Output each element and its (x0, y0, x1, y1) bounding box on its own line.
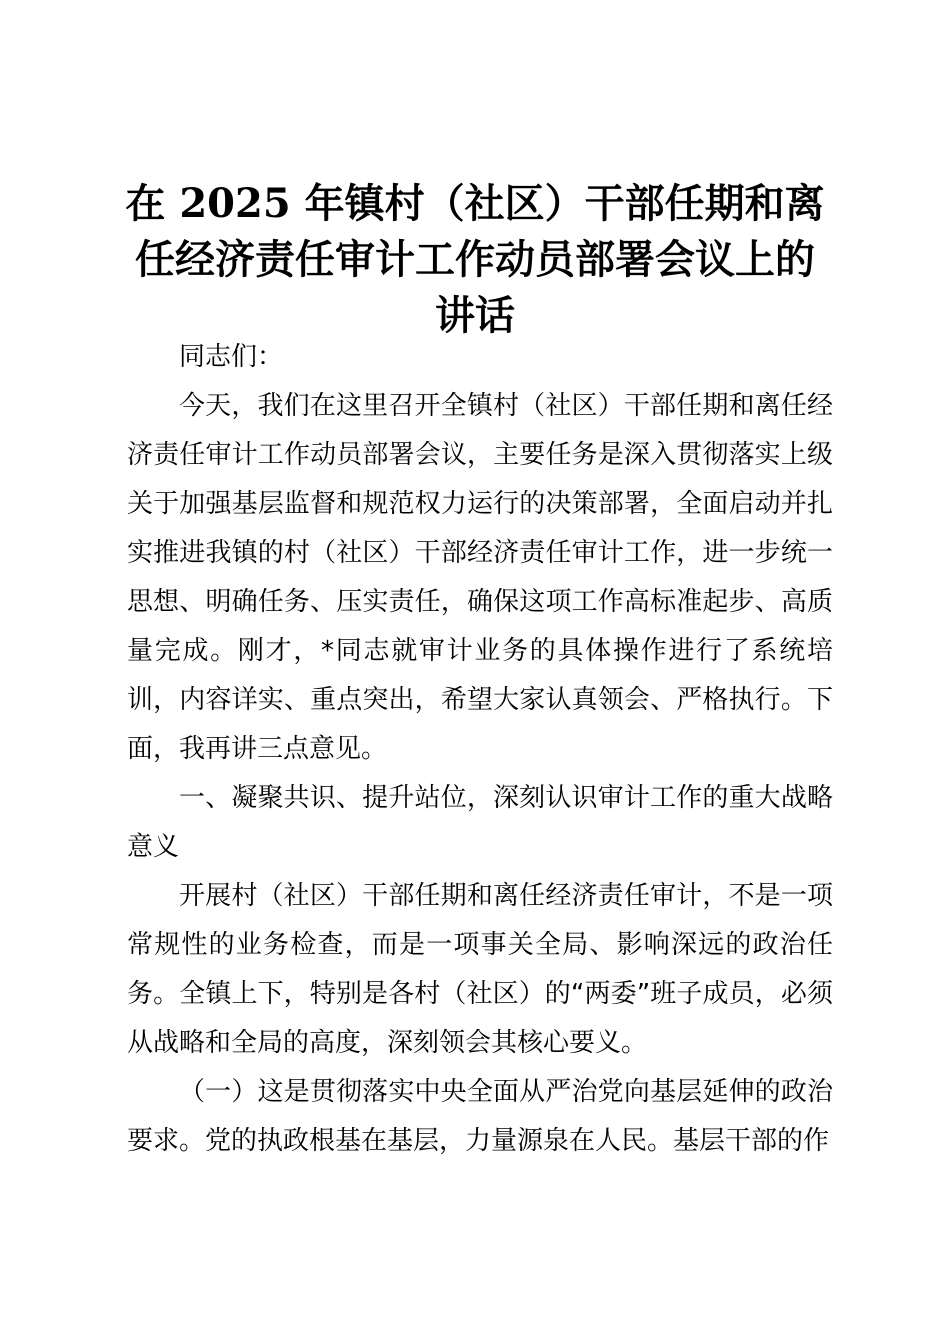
document-title: 在 2025 年镇村（社区）干部任期和离任经济责任审计工作动员部署会议上的讲话 (125, 180, 825, 339)
body-paragraph: 开展村（社区）干部任期和离任经济责任审计，不是一项常规性的业务检查，而是一项事关全局、影响深远的政治任务。全镇上下，特别是各村（社区）的“两委”班子成员，必须从战略和全局的高度，深刻领会其核心要义。 (127, 881, 833, 1058)
document-body (127, 333, 833, 1166)
intro-paragraph: 今天，我们在这里召开全镇村（社区）干部任期和离任经济责任审计工作动员部署会议，主要任务是深入贯彻落实上级关于加强基层监督和规范权力运行的决策部署，全面启动并扎实推进我镇的村（社区）干部经济责任审计工作，进一步统一思想、明确任务、压实责任，确保这项工作高标准起步、高质量完成。刚才，*同志就审计业务的具体操作进行了系统培训，内容详实、重点突出，希望大家认真领会、严格执行。下面，我再讲三点意见。 (127, 391, 833, 764)
subsection-paragraph-1: （一）这是贯彻落实中央全面从严治党向基层延伸的政治要求。党的执政根基在基层，力量源泉在人民。基层干部的作 (127, 1077, 833, 1156)
section-heading-1: 一、凝聚共识、提升站位，深刻认识审计工作的重大战略意义 (127, 783, 833, 862)
salutation-paragraph: 同志们： (179, 342, 284, 372)
